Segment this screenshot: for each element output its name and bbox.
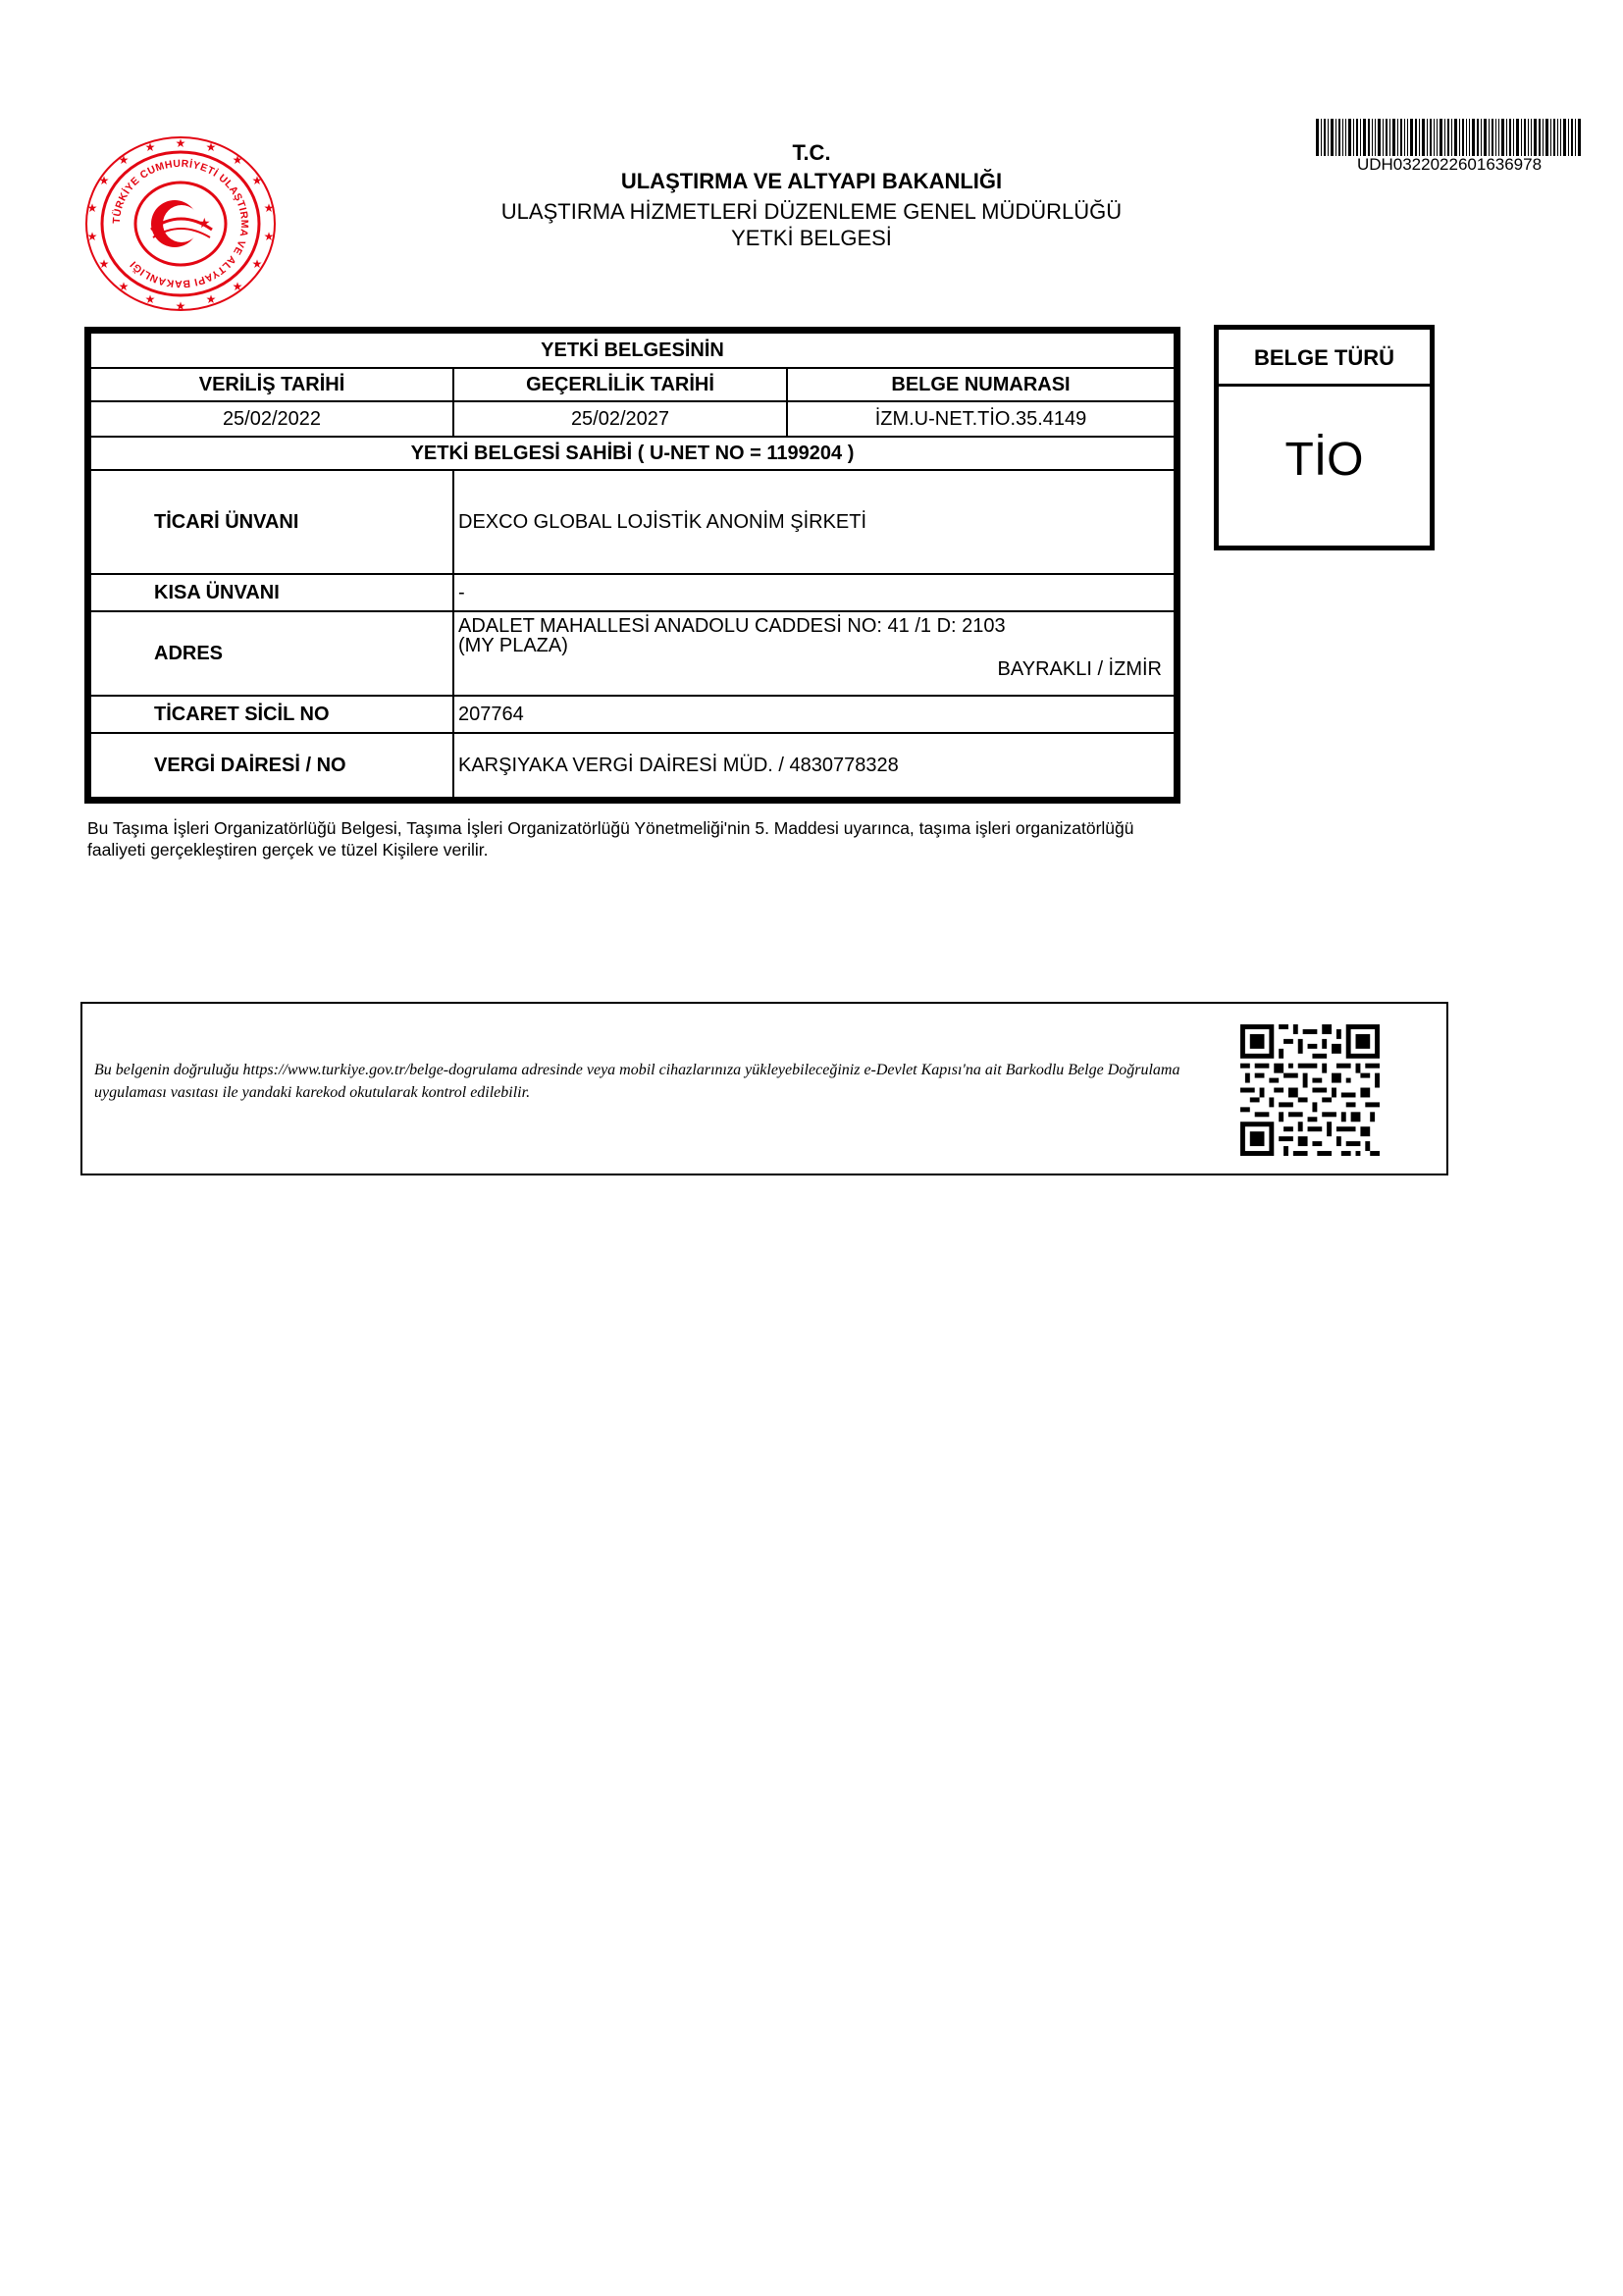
- address-label: ADRES: [90, 611, 453, 696]
- address-value: [453, 611, 1175, 696]
- issue-date-header: VERİLİŞ TARİHİ: [90, 368, 453, 401]
- address-line2: (MY PLAZA): [458, 635, 568, 656]
- svg-text:★: ★: [86, 201, 98, 215]
- tax-office-label: VERGİ DAİRESİ / NO: [90, 733, 453, 798]
- svg-text:★: ★: [175, 136, 186, 150]
- svg-text:★: ★: [144, 140, 156, 154]
- tax-office-value: KARŞIYAKA VERGİ DAİRESİ MÜD. / 4830778328: [453, 733, 1175, 798]
- svg-text:★: ★: [263, 230, 275, 243]
- svg-text:★: ★: [118, 280, 130, 293]
- header-ministry: ULAŞTIRMA VE ALTYAPI BAKANLIĞI: [620, 169, 1003, 193]
- address-city: BAYRAKLI / İZMİR: [997, 658, 1162, 680]
- document-type-box: [1214, 325, 1435, 550]
- document-type-title: BELGE TÜRÜ: [1219, 330, 1430, 387]
- holder-title: YETKİ BELGESİ SAHİBİ ( U-NET NO = 1199204 ): [90, 437, 1175, 470]
- trade-registry-value: 207764: [453, 696, 1175, 733]
- trade-registry-label: TİCARET SİCİL NO: [90, 696, 453, 733]
- svg-text:★: ★: [205, 140, 217, 154]
- authorization-table: [84, 327, 1180, 804]
- republic-of-turkey-ministry-seal-icon: [82, 133, 279, 314]
- validity-date: 25/02/2027: [453, 401, 787, 437]
- svg-text:TÜRKİYE CUMHURİYETİ ULAŞTIRMA: TÜRKİYE CUMHURİYETİ ULAŞTIRMA VE ALTYAPI BAKANLIĞI: [110, 157, 251, 290]
- header-tc: T.C.: [792, 140, 831, 165]
- short-name-value: -: [453, 574, 1175, 611]
- validity-date-header: GEÇERLİLİK TARİHİ: [453, 368, 787, 401]
- svg-text:★: ★: [198, 216, 211, 232]
- svg-text:★: ★: [86, 230, 98, 243]
- short-name-label: KISA ÜNVANI: [90, 574, 453, 611]
- barcode-number: UDH032202260163697​8: [1356, 155, 1543, 174]
- legal-footnote: Bu Taşıma İşleri Organizatörlüğü Belgesi, Taşıma İşleri Organizatörlüğü Yönetmeliği'nin 5. Maddesi uyarınca, taşıma işleri organizatörlüğü faaliyeti gerçekleştiren gerçek ve tüzel Kişilere verilir.: [87, 818, 1134, 860]
- svg-text:★: ★: [232, 280, 243, 293]
- svg-text:★: ★: [205, 292, 217, 306]
- svg-text:★: ★: [263, 201, 275, 215]
- svg-text:★: ★: [98, 174, 110, 187]
- svg-text:★: ★: [118, 153, 130, 167]
- trade-name-label: TİCARİ ÜNVANI: [90, 470, 453, 574]
- qr-code-icon: [1240, 1024, 1380, 1156]
- header-directorate: ULAŞTIRMA HİZMETLERİ DÜZENLEME GENEL MÜDÜRLÜĞÜ: [500, 199, 1123, 224]
- issue-date: 25/02/2022: [90, 401, 453, 437]
- document-number-header: BELGE NUMARASI: [787, 368, 1175, 401]
- document-number: İZM.U-NET.TİO.35.4149: [787, 401, 1175, 437]
- document-type-value: TİO: [1284, 434, 1364, 486]
- address-line1: ADALET MAHALLESİ ANADOLU CADDESİ NO: 41 /1 D: 2103: [458, 615, 1006, 637]
- svg-text:★: ★: [175, 299, 186, 313]
- verification-text: Bu belgenin doğruluğu https://www.turkiye.gov.tr/belge-dogrulama adresinde veya mobil cihazlarınıza yükleyebileceğiniz e-Devlet Kapısı'na ait Barkodlu Belge Doğrulama uygulaması vasıtası ile yandaki karekod okutularak kontrol edilebilir.: [94, 1062, 1180, 1101]
- svg-text:★: ★: [251, 257, 263, 271]
- svg-text:★: ★: [144, 292, 156, 306]
- verification-box: [80, 1002, 1448, 1175]
- trade-name-value: DEXCO GLOBAL LOJİSTİK ANONİM ŞİRKETİ: [453, 470, 1175, 574]
- header-document-title: YETKİ BELGESİ: [731, 226, 892, 250]
- section-title: YETKİ BELGESİNİN: [90, 333, 1175, 368]
- barcode-icon: [1316, 119, 1583, 156]
- svg-text:★: ★: [251, 174, 263, 187]
- svg-text:★: ★: [232, 153, 243, 167]
- svg-text:★: ★: [98, 257, 110, 271]
